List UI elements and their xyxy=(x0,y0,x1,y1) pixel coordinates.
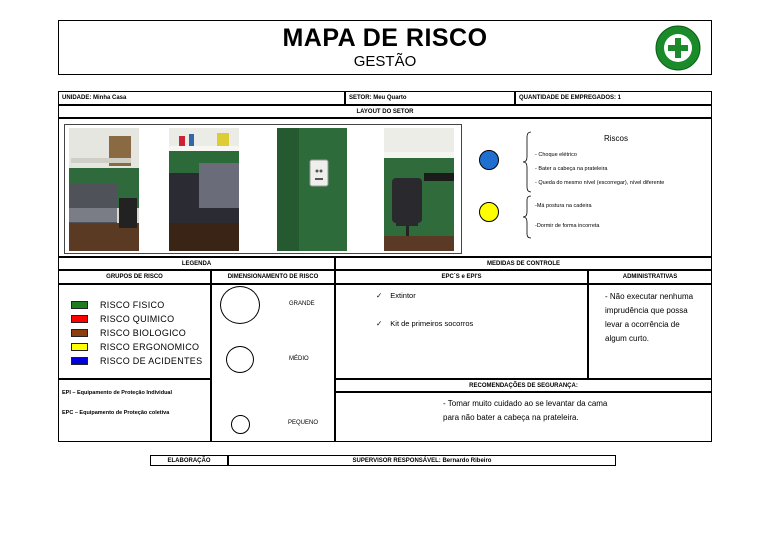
epi-definition: EPI – Equipamento de Proteção Individual xyxy=(62,390,173,396)
room-photo-3 xyxy=(277,128,347,251)
room-photo-4 xyxy=(384,128,454,251)
supervisor-cell xyxy=(228,455,616,466)
brace-group-1 xyxy=(522,131,532,193)
dimensionamento-header-cell xyxy=(211,270,335,284)
admin-header-cell xyxy=(588,270,712,284)
admin-label: ADMINISTRATIVAS xyxy=(622,274,678,280)
risk-circle-yellow xyxy=(479,202,499,222)
room-photo-1 xyxy=(69,128,139,251)
admin-text: - Não executar nenhuma imprudência que possa levar a ocorrência de algum curto. xyxy=(605,292,694,343)
page-title: MAPA DE RISCO xyxy=(282,24,488,52)
epc-item-label: Kit de primeiros socorros xyxy=(390,319,474,328)
legenda-label: LEGENDA xyxy=(181,260,212,267)
room-photo-4-image xyxy=(384,128,454,251)
legend-label: RISCO DE ACIDENTES xyxy=(100,355,203,366)
epc-item-label: Extintor xyxy=(390,291,416,300)
elaboracao-label: ELABORAÇÃO xyxy=(167,457,211,464)
grupos-header-cell xyxy=(58,270,211,284)
unidade-text: UNIDADE: Minha Casa xyxy=(62,95,127,101)
legend-row-acidentes xyxy=(71,355,202,366)
header-box xyxy=(58,20,712,75)
check-icon: ✓ xyxy=(376,319,383,328)
layout-label-cell xyxy=(58,105,712,118)
page-subtitle: GESTÃO xyxy=(353,53,417,70)
grupos-label: GRUPOS DE RISCO xyxy=(106,274,163,280)
risk-item: -Má postura na cadeira xyxy=(535,203,592,209)
epc-item-extintor xyxy=(376,291,416,300)
supervisor-label: SUPERVISOR RESPONSÁVEL: Bernardo Ribeiro xyxy=(352,457,492,464)
size-circle-grande xyxy=(220,286,260,324)
size-circle-pequeno xyxy=(231,415,250,434)
setor-text: SETOR: Meu Quarto xyxy=(349,95,407,101)
epcs-header-cell xyxy=(335,270,588,284)
size-label-grande: GRANDE xyxy=(289,301,315,307)
medidas-header-cell xyxy=(335,257,712,270)
swatch-ergonomico xyxy=(71,343,88,351)
empregados-cell xyxy=(515,91,712,105)
elaboracao-cell xyxy=(150,455,228,466)
legend-row-biologico xyxy=(71,327,186,338)
setor-cell xyxy=(345,91,515,105)
legend-row-fisico xyxy=(71,299,165,310)
swatch-biologico xyxy=(71,329,88,337)
brace-group-2 xyxy=(522,195,532,239)
epcs-label: EPC´S e EPI'S xyxy=(441,274,482,280)
swatch-fisico xyxy=(71,301,88,309)
risk-item: - Bater a cabeça na prateleira xyxy=(535,166,608,172)
legend-label: RISCO ERGONOMICO xyxy=(100,341,200,352)
epc-item-kit xyxy=(376,319,473,328)
size-circle-medio xyxy=(226,346,254,373)
check-icon: ✓ xyxy=(376,291,383,300)
risk-item: - Queda do mesmo nível (escorregar), nível diferente xyxy=(535,180,665,186)
legenda-header-cell xyxy=(58,257,335,270)
legend-label: RISCO BIOLOGICO xyxy=(100,327,187,338)
dimensionamento-label: DIMENSIONAMENTO DE RISCO xyxy=(227,274,319,280)
empregados-text: QUANTIDADE DE EMPREGADOS: 1 xyxy=(519,95,622,101)
legend-row-ergonomico xyxy=(71,341,199,352)
risk-circle-blue xyxy=(479,150,499,170)
room-photo-2-image xyxy=(169,128,239,251)
layout-area xyxy=(58,118,712,257)
room-photo-1-image xyxy=(69,128,139,251)
swatch-acidentes xyxy=(71,357,88,365)
layout-label: LAYOUT DO SETOR xyxy=(356,108,414,115)
epcs-cell xyxy=(335,284,588,379)
cipa-logo xyxy=(655,25,701,71)
recomendacoes-header-cell xyxy=(335,379,712,392)
medidas-label: MEDIDAS DE CONTROLE xyxy=(486,260,560,267)
legend-label: RISCO FISICO xyxy=(100,299,165,310)
risk-item: -Dormir de forma incorreta xyxy=(535,223,600,229)
legend-row-quimico xyxy=(71,313,174,324)
room-photo-2 xyxy=(169,128,239,251)
legend-label: RISCO QUIMICO xyxy=(100,313,175,324)
size-label-pequeno: PEQUENO xyxy=(288,420,319,426)
risk-item: - Choque elétrico xyxy=(535,152,577,158)
room-photo-3-image xyxy=(277,128,347,251)
unidade-cell xyxy=(58,91,345,105)
epc-definition: EPC – Equipamento de Proteção coletiva xyxy=(62,410,170,416)
swatch-quimico xyxy=(71,315,88,323)
size-label-medio: MÉDIO xyxy=(289,356,309,362)
cipa-logo-graphic xyxy=(655,25,701,71)
recomendacoes-label: RECOMENDAÇÕES DE SEGURANÇA: xyxy=(469,382,578,389)
riscos-title: Riscos xyxy=(604,134,629,143)
recomendacoes-text: - Tomar muito cuidado ao se levantar da cama para não bater a cabeça na prateleira. xyxy=(443,399,608,422)
